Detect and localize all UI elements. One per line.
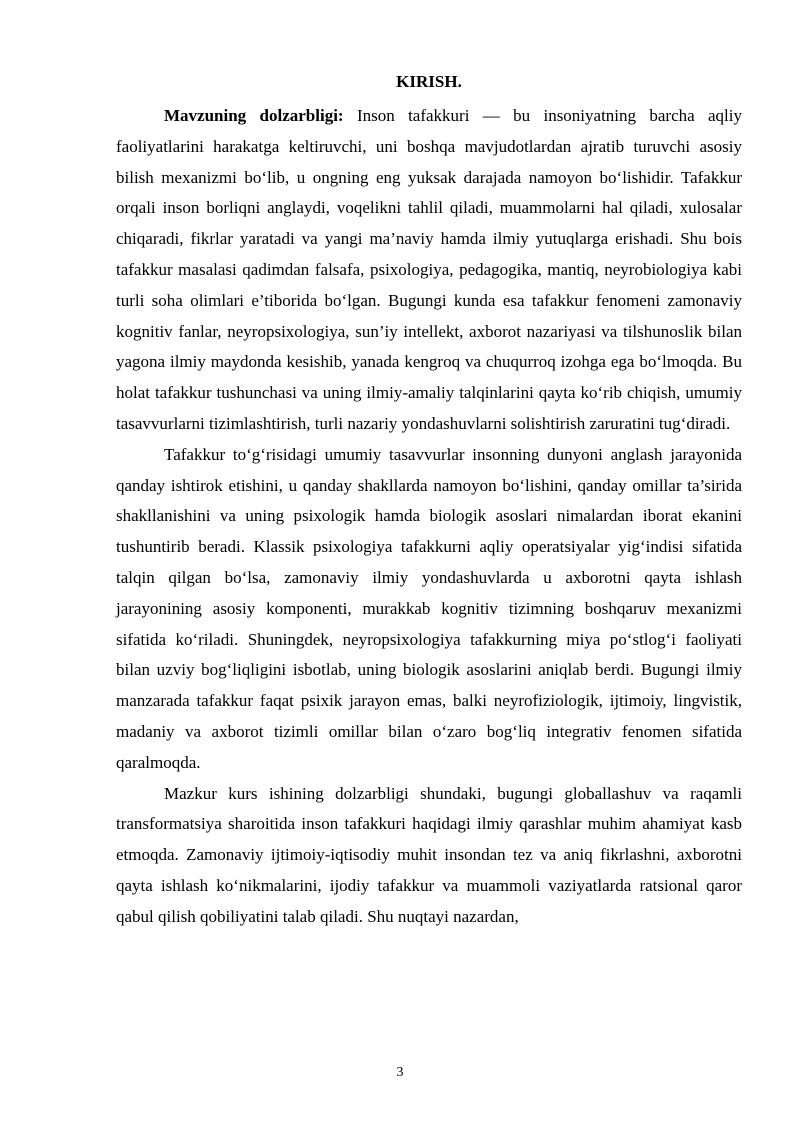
paragraph-course-relevance: Mazkur kurs ishining dolzarbligi shundaki, bugungi globallashuv va raqamli transformatsiya sharoitida inson tafakkuri haqidagi ilmiy qarashlar muhim ahamiyat kasb etmoqda. Zamonaviy ijtimoiy-iqtisodiy muhit insondan tez va aniq fikrlashni, axborotni qayta ishlash ko‘nikmalarini, ijodiy tafakkur va muammoli vaziyatlarda ratsional qaror qabul qilish qobiliyatini talab qiladi. Shu nuqtayi nazardan, <box>116 783 742 926</box>
paragraph-general-concepts: Tafakkur to‘g‘risidagi umumiy tasavvurlar insonning dunyoni anglash jarayonida qanday ishtirok etishini, u qanday shakllarda namoyon bo‘lishini, qanday omillar ta’sirida shakllanishini va uning psixologik hamda biologik asoslari nimalardan iborat ekanini tushuntirib beradi. Klassik psixologiya tafakkurni aqliy operatsiyalar yig‘indisi sifatida talqin qilgan bo‘lsa, zamonaviy ilmiy yondashuvlarda u axborotni qayta ishlash jarayonining asosiy komponenti, murakkab kognitiv tizimning boshqaruv mexanizmi sifatida ko‘riladi. Shuningdek, neyropsixologiya tafakkurning miya po‘stlog‘i faoliyati bilan uzviy bog‘liqligini isbotlab, uning biologik asoslarini aniqlab berdi. Bugungi ilmiy manzarada tafakkur faqat psixik jarayon emas, balki neyrofiziologik, ijtimoiy, lingvistik, madaniy va axborot tizimli omillar bilan o‘zaro bog‘liq integrativ fenomen sifatida qaralmoqda. <box>116 444 742 772</box>
paragraph-lead-label: Mavzuning dolzarbligi: <box>164 106 344 125</box>
section-heading: KIRISH. <box>396 72 462 91</box>
page-number: 3 <box>396 1065 404 1080</box>
paragraph-text: Inson tafakkuri — bu insoniyatning barcha aqliy faoliyatlarini harakatga keltiruvchi, uni boshqa mavjudotlardan ajratib turuvchi asosiy bilish mexanizmi bo‘lib, u ongning eng yuksak darajada namoyon bo‘lishidir. Tafakkur orqali inson borliqni anglaydi, voqelikni tahlil qiladi, muammolarni hal qiladi, xulosalar chiqaradi, fikrlar yaratadi va yangi ma’naviy hamda ilmiy yutuqlarga erishadi. Shu bois tafakkur masalasi qadimdan falsafa, psixologiya, pedagogika, mantiq, neyrobiologiya kabi turli soha olimlari e’tiborida bo‘lgan. Bugungi kunda esa tafakkur fenomeni zamonaviy kognitiv fanlar, neyropsixologiya, sun’iy intellekt, axborot nazariyasi va tilshunoslik bilan yagona ilmiy maydonda kesishib, yanada kengroq va chuqurroq izohga ega bo‘lmoqda. Bu holat tafakkur tushunchasi va uning ilmiy-amaliy talqinlarini qayta ko‘rib chiqish, umumiy tasavvurlarni tizimlashtirish, turli nazariy yondashuvlarni solishtirish zaruratini tug‘diradi. <box>116 106 743 433</box>
document-page <box>116 72 742 933</box>
paragraph-relevance <box>116 101 742 440</box>
